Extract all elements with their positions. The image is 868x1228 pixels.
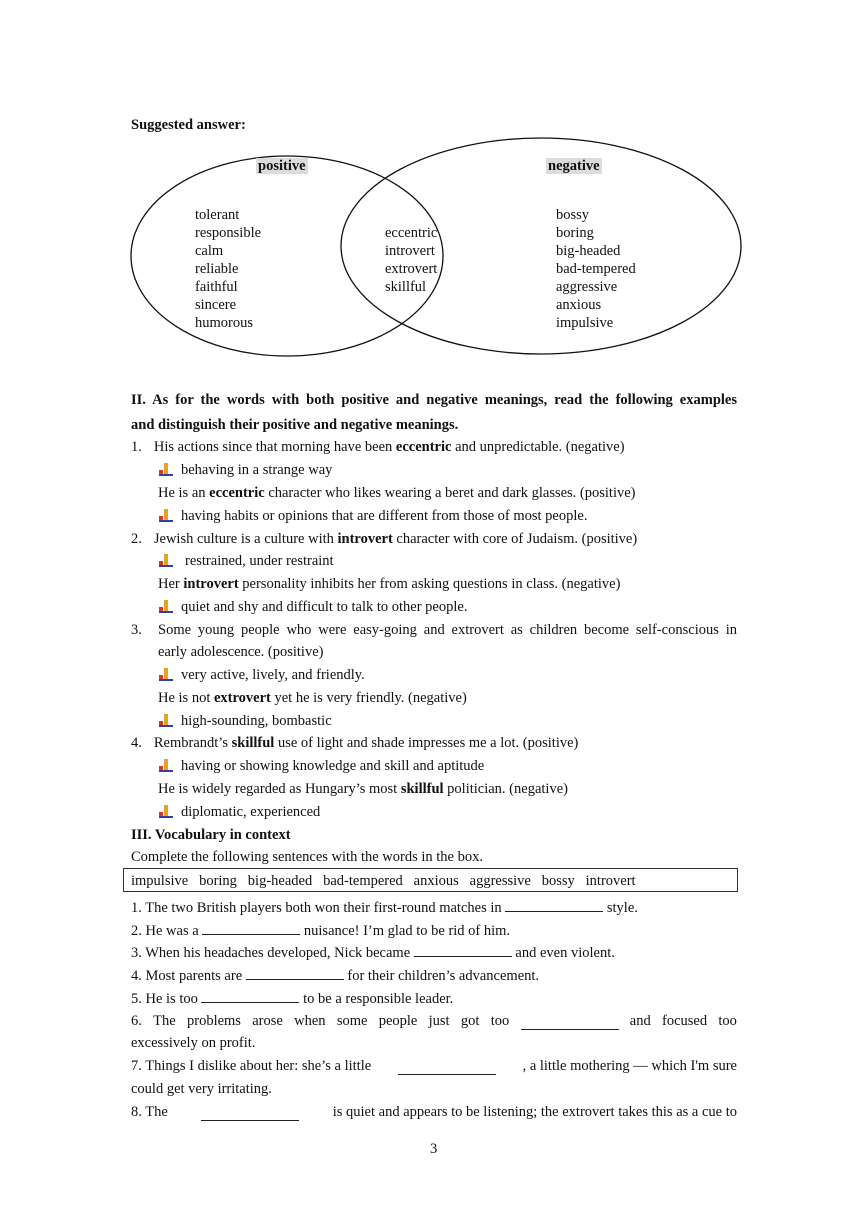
bullet-icon — [159, 667, 173, 681]
venn-word: responsible — [195, 225, 262, 241]
question-8-line1: 8. The is quiet and appears to be listening; the extrovert takes this as a cue to — [131, 1104, 737, 1120]
question-2: 2. He was a nuisance! I’m glad to be rid of him. — [131, 923, 511, 939]
venn-word: reliable — [195, 261, 239, 277]
item2-definition2: quiet and shy and difficult to talk to other people. — [159, 598, 467, 616]
item3-sentence1-line1: Some young people who were easy-going and extrovert as children become self-conscious in — [158, 622, 737, 638]
bullet-icon — [159, 713, 173, 727]
item3-definition2: high-sounding, bombastic — [159, 712, 332, 730]
venn-middle-list — [385, 224, 437, 296]
venn-word: bad-tempered — [556, 261, 636, 277]
venn-right-list — [556, 206, 636, 332]
venn-diagram — [0, 0, 868, 370]
question-7-line2: could get very irritating. — [131, 1081, 272, 1097]
answer-blank[interactable] — [505, 898, 603, 912]
word-box — [123, 868, 738, 892]
item4-definition1: having or showing knowledge and skill and aptitude — [159, 757, 484, 775]
answer-blank[interactable] — [246, 966, 344, 980]
bullet-icon — [159, 758, 173, 772]
venn-word: introvert — [385, 243, 435, 259]
question-6-line2: excessively on profit. — [131, 1035, 256, 1051]
item2-sentence1: 2. Jewish culture is a culture with introvert character with core of Judaism. (positive) — [131, 531, 638, 547]
venn-word: humorous — [195, 315, 253, 331]
answer-blank[interactable] — [201, 1107, 299, 1121]
section2-title-line1: II. As for the words with both positive and negative meanings, read the following examples — [131, 392, 737, 408]
item1-definition1: behaving in a strange way — [159, 461, 332, 479]
bullet-icon — [159, 508, 173, 522]
bullet-icon — [159, 553, 173, 567]
item1-sentence1: 1. His actions since that morning have been eccentric and unpredictable. (negative) — [131, 439, 625, 455]
venn-word: sincere — [195, 297, 237, 313]
item4-definition2: diplomatic, experienced — [159, 803, 320, 821]
answer-blank[interactable] — [398, 1061, 496, 1075]
venn-word: big-headed — [556, 243, 621, 259]
venn-word: boring — [556, 225, 594, 241]
item2-sentence2: Her introvert personality inhibits her from asking questions in class. (negative) — [158, 576, 621, 592]
item2-definition1: restrained, under restraint — [159, 552, 334, 570]
page-heading: Suggested answer: — [131, 117, 246, 133]
question-6-line1: 6. The problems arose when some people just got too and focused too — [131, 1013, 737, 1029]
venn-word: calm — [195, 243, 224, 259]
venn-word: eccentric — [385, 225, 438, 241]
answer-blank[interactable] — [202, 921, 300, 935]
answer-blank[interactable] — [414, 943, 512, 957]
item1-sentence2: He is an eccentric character who likes wearing a beret and dark glasses. (positive) — [158, 485, 636, 501]
item4-sentence1: 4. Rembrandt’s skillful use of light and shade impresses me a lot. (positive) — [131, 735, 579, 751]
item3-sentence1-line2: early adolescence. (positive) — [158, 644, 324, 660]
venn-word: impulsive — [556, 315, 614, 331]
answer-blank[interactable] — [201, 989, 299, 1003]
venn-word: extrovert — [385, 261, 438, 277]
venn-negative-label: negative — [548, 158, 600, 174]
question-7-line1: 7. Things I dislike about her: she’s a little , a little mothering — which I'm sure — [131, 1058, 737, 1074]
question-3: 3. When his headaches developed, Nick became and even violent. — [131, 945, 615, 961]
venn-word: skillful — [385, 279, 427, 295]
venn-left-list — [195, 206, 261, 332]
section2-title-line2: and distinguish their positive and negative meanings. — [131, 417, 459, 433]
section3-title: III. Vocabulary in context — [131, 827, 291, 843]
answer-blank[interactable] — [521, 1016, 619, 1030]
question-4: 4. Most parents are for their children’s advancement. — [131, 968, 540, 984]
venn-positive-label: positive — [258, 158, 306, 174]
bullet-icon — [159, 462, 173, 476]
section3-instruction: Complete the following sentences with the words in the box. — [131, 849, 483, 865]
bullet-icon — [159, 804, 173, 818]
question-1: 1. The two British players both won their first-round matches in style. — [131, 900, 638, 916]
item3-definition1: very active, lively, and friendly. — [159, 666, 365, 684]
item4-sentence2: He is widely regarded as Hungary’s most skillful politician. (negative) — [158, 781, 568, 797]
venn-word: anxious — [556, 297, 602, 313]
venn-word: tolerant — [195, 207, 240, 223]
word-box-words: impulsive boring big-headed bad-tempered anxious aggressive bossy introvert — [131, 873, 636, 889]
page-number: 3 — [430, 1141, 438, 1157]
venn-word: faithful — [195, 279, 238, 295]
venn-word: bossy — [556, 207, 590, 223]
bullet-icon — [159, 599, 173, 613]
item3-number: 3. — [131, 622, 142, 638]
venn-word: aggressive — [556, 279, 618, 295]
item3-sentence2: He is not extrovert yet he is very friendly. (negative) — [158, 690, 467, 706]
question-5: 5. He is too to be a responsible leader. — [131, 991, 454, 1007]
item1-definition2: having habits or opinions that are different from those of most people. — [159, 507, 587, 525]
